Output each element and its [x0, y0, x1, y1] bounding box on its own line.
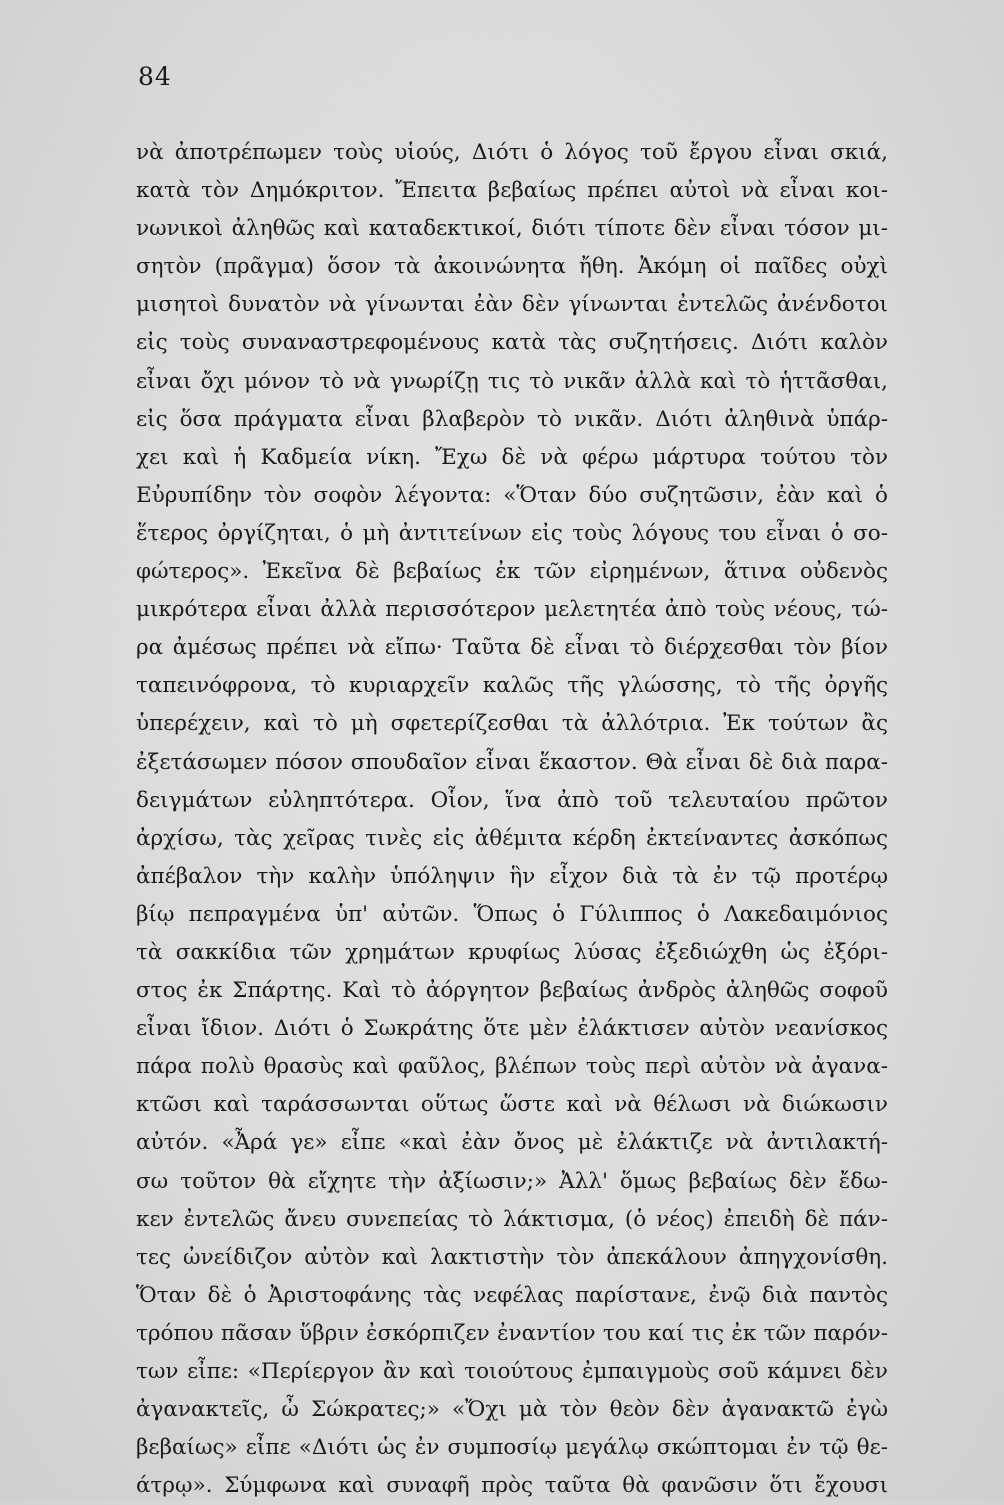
text-line: εἶναι ὄχι μόνον τὸ νὰ γνωρίζῃ τις τὸ νικᾶν ἀλλὰ καὶ τὸ ἡττᾶσθαι,	[136, 368, 888, 394]
text-line: νὰ ἀποτρέπωμεν τοὺς υἱούς, Διότι ὁ λόγος τοῦ ἔργου εἶναι σκιά,	[136, 140, 888, 165]
text-line: πάρα πολὺ θρασὺς καὶ φαῦλος, βλέπων τοὺς περὶ αὐτὸν νὰ ἀγανα-	[136, 1054, 888, 1080]
text-line: Ὅταν δὲ ὁ Ἀριστοφάνης τὰς νεφέλας παρίστανε, ἐνῷ διὰ παντὸς	[136, 1282, 888, 1308]
text-line: ἕτερος ὀργίζηται, ὁ μὴ ἀντιτείνων εἰς τοὺς λόγους του εἶναι ὁ σο-	[136, 520, 888, 546]
page-number: 84	[138, 62, 172, 91]
text-line: σω τοῦτον θὰ εἴχητε τὴν ἀξίωσιν;» Ἀλλ' ὅμως βεβαίως δὲν ἔδω-	[136, 1168, 888, 1194]
text-line: τες ὠνείδιζον αὐτὸν καὶ λακτιστὴν τὸν ἀπεκάλουν ἀπηγχονίσθη.	[136, 1244, 888, 1270]
text-line: δειγμάτων εὐληπτότερα. Οἷον, ἵνα ἀπὸ τοῦ τελευταίου πρῶτον	[136, 787, 888, 813]
text-line: κατὰ τὸν Δημόκριτον. Ἔπειτα βεβαίως πρέπει αὐτοὶ νὰ εἶναι κοι-	[136, 178, 888, 204]
text-line: κεν ἐντελῶς ἄνευ συνεπείας τὸ λάκτισμα, (ὁ νέος) ἐπειδὴ δὲ πάν-	[136, 1206, 888, 1232]
text-line: τρόπου πᾶσαν ὕβριν ἐσκόρπιζεν ἐναντίον του καί τις ἐκ τῶν παρόν-	[136, 1320, 888, 1346]
text-line: ἀρχίσω, τὰς χεῖρας τινὲς εἰς ἀθέμιτα κέρδη ἐκτείναντες ἀσκόπως	[136, 825, 888, 851]
text-line: κτῶσι καὶ ταράσσωνται οὕτως ὥστε καὶ νὰ θέλωσι νὰ διώκωσιν	[136, 1092, 888, 1118]
text-line: ρα ἀμέσως πρέπει νὰ εἴπω· Ταῦτα δὲ εἶναι τὸ διέρχεσθαι τὸν βίον	[136, 635, 888, 661]
text-line: χει καὶ ἡ Καδμεία νίκη. Ἔχω δὲ νὰ φέρω μάρτυρα τούτου τὸν	[136, 444, 888, 470]
text-line: ἐξετάσωμεν πόσον σπουδαῖον εἶναι ἕκαστον. Θὰ εἶναι δὲ διὰ παρα-	[136, 749, 888, 775]
text-line: βεβαίως» εἶπε «Διότι ὡς ἐν συμποσίῳ μεγάλῳ σκώπτομαι ἐν τῷ θε-	[136, 1435, 888, 1461]
text-line: εἰς ὅσα πράγματα εἶναι βλαβερὸν τὸ νικᾶν. Διότι ἀληθινὰ ὑπάρ-	[136, 406, 888, 432]
text-line: τὰ σακκίδια τῶν χρημάτων κρυφίως λύσας ἐξεδιώχθη ὡς ἐξόρι-	[136, 939, 888, 965]
text-line: εἶναι ἴδιον. Διότι ὁ Σωκράτης ὅτε μὲν ἐλάκτισεν αὐτὸν νεανίσκος	[136, 1016, 888, 1042]
text-line: στος ἐκ Σπάρτης. Καὶ τὸ ἀόργητον βεβαίως ἀνδρὸς ἀληθῶς σοφοῦ	[136, 978, 888, 1004]
text-line: εἰς τοὺς συναναστρεφομένους κατὰ τὰς συζητήσεις. Διότι καλὸν	[136, 330, 888, 356]
text-line: μισητοὶ δυνατὸν νὰ γίνωνται ἐὰν δὲν γίνωνται ἐντελῶς ἀνένδοτοι	[136, 292, 888, 318]
text-line: άτρῳ». Σύμφωνα καὶ συναφῆ πρὸς ταῦτα θὰ φανῶσιν ὅτι ἔχουσι	[136, 1473, 888, 1499]
body-text	[136, 134, 888, 1505]
text-line: φώτερος». Ἐκεῖνα δὲ βεβαίως ἐκ τῶν εἰρημένων, ἅτινα οὐδενὸς	[136, 559, 888, 585]
text-line: Εὐρυπίδην τὸν σοφὸν λέγοντα: «Ὅταν δύο συζητῶσιν, ἐὰν καὶ ὁ	[136, 482, 888, 508]
text-line: των εἶπε: «Περίεργον ἂν καὶ τοιούτους ἐμπαιγμοὺς σοῦ κάμνει δὲν	[136, 1359, 888, 1384]
text-line: ἀγανακτεῖς, ὦ Σώκρατες;» «Ὄχι μὰ τὸν θεὸν δὲν ἀγανακτῶ ἐγὼ	[136, 1397, 888, 1423]
text-line: μικρότερα εἶναι ἀλλὰ περισσότερον μελετητέα ἀπὸ τοὺς νέους, τώ-	[136, 597, 888, 623]
text-line: σητὸν (πρᾶγμα) ὅσον τὰ ἀκοινώνητα ἤθη. Ἀκόμη οἱ παῖδες οὐχὶ	[136, 254, 888, 280]
text-line: βίῳ πεπραγμένα ὑπ' αὐτῶν. Ὅπως ὁ Γύλιππος ὁ Λακεδαιμόνιος	[136, 901, 888, 927]
text-line: ὑπερέχειν, καὶ τὸ μὴ σφετερίζεσθαι τὰ ἀλλότρια. Ἐκ τούτων ἂς	[136, 711, 888, 737]
text-line: ταπεινόφρονα, τὸ κυριαρχεῖν καλῶς τῆς γλώσσης, τὸ τῆς ὀργῆς	[136, 673, 888, 699]
text-line: νωνικοὶ ἀληθῶς καὶ καταδεκτικοί, διότι τίποτε δὲν εἶναι τόσον μι-	[136, 216, 888, 242]
text-line: αὐτόν. «Ἆρά γε» εἶπε «καὶ ἐὰν ὄνος μὲ ἐλάκτιζε νὰ ἀντιλακτή-	[136, 1130, 888, 1156]
text-line: ἀπέβαλον τὴν καλὴν ὑπόληψιν ἣν εἶχον διὰ τὰ ἐν τῷ προτέρῳ	[136, 863, 888, 889]
